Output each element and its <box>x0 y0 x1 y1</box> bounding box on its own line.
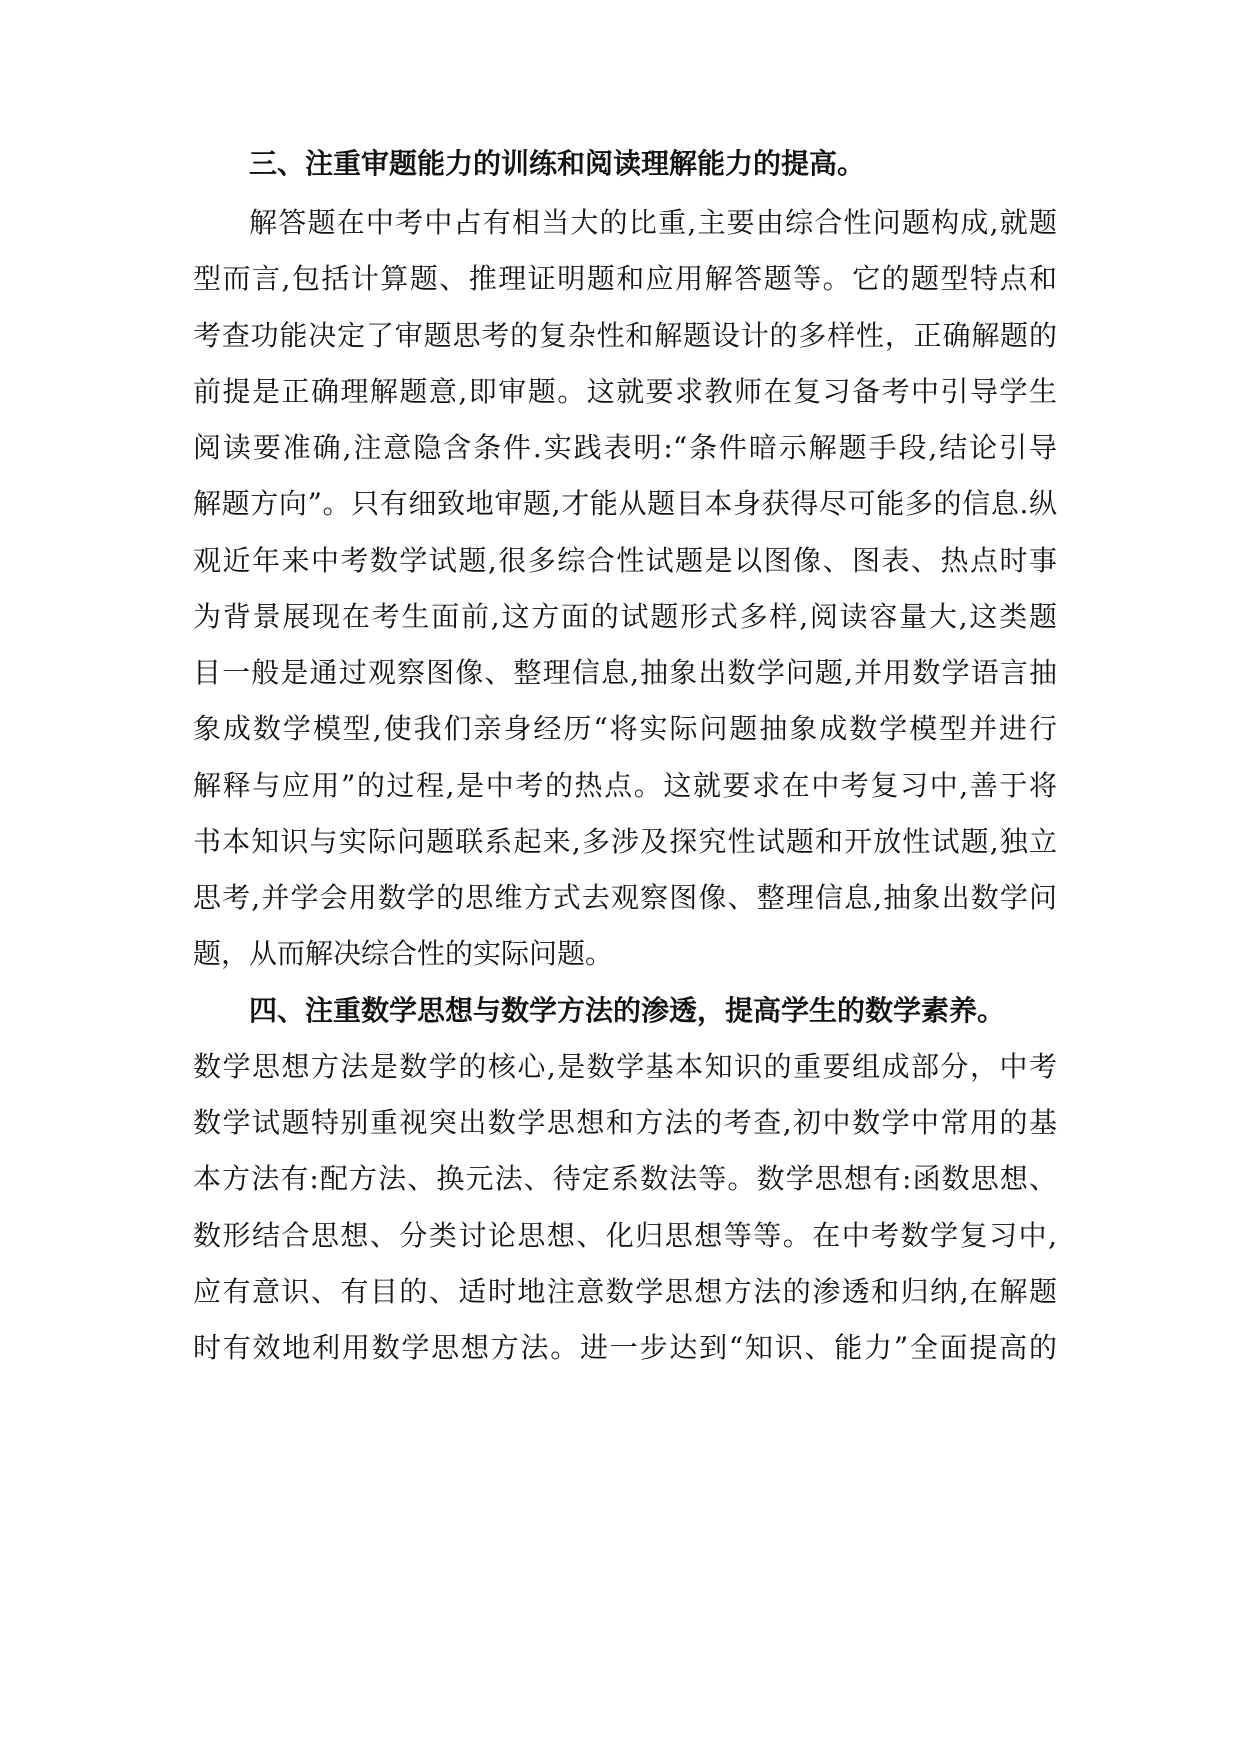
paragraph-line: 数形结合思想、分类讨论思想、化归思想等等。在中考数学复习中, <box>193 1219 1057 1252</box>
paragraph-line: 数学试题特别重视突出数学思想和方法的考查,初中数学中常用的基 <box>193 1106 1057 1139</box>
paragraph-line: 解释与应用”的过程,是中考的热点。这就要求在中考复习中,善于将 <box>193 769 1057 802</box>
paragraph-line: 解题方向”。只有细致地审题,才能从题目本身获得尽可能多的信息.纵 <box>193 487 1057 520</box>
paragraph-line: 前提是正确理解题意,即审题。这就要求教师在复习备考中引导学生 <box>193 375 1057 408</box>
paragraph-line: 书本知识与实际问题联系起来,多涉及探究性试题和开放性试题,独立 <box>193 825 1057 858</box>
section-heading-3: 三、注重审题能力的训练和阅读理解能力的提高。 <box>249 147 866 180</box>
section-heading-4: 四、注重数学思想与数学方法的渗透，提高学生的数学素养。 <box>249 994 1006 1027</box>
paragraph-line: 为背景展现在考生面前,这方面的试题形式多样,阅读容量大,这类题 <box>193 600 1057 633</box>
paragraph-line: 思考,并学会用数学的思维方式去观察图像、整理信息,抽象出数学问 <box>193 881 1057 914</box>
paragraph-line: 象成数学模型,使我们亲身经历“将实际问题抽象成数学模型并进行 <box>193 712 1057 745</box>
paragraph-line: 时有效地利用数学思想方法。进一步达到“知识、能力”全面提高的 <box>193 1331 1057 1364</box>
paragraph-line: 解答题在中考中占有相当大的比重,主要由综合性问题构成,就题 <box>249 206 1057 239</box>
paragraph-line: 数学思想方法是数学的核心,是数学基本知识的重要组成部分，中考 <box>193 1050 1057 1083</box>
paragraph-line: 观近年来中考数学试题,很多综合性试题是以图像、图表、热点时事 <box>193 544 1057 577</box>
paragraph-line: 本方法有:配方法、换元法、待定系数法等。数学思想有:函数思想、 <box>193 1162 1057 1195</box>
paragraph-line: 考查功能决定了审题思考的复杂性和解题设计的多样性，正确解题的 <box>193 319 1057 352</box>
paragraph-line: 阅读要准确,注意隐含条件.实践表明:“条件暗示解题手段,结论引导 <box>193 431 1057 464</box>
paragraph-line: 目一般是通过观察图像、整理信息,抽象出数学问题,并用数学语言抽 <box>193 656 1057 689</box>
paragraph-line: 应有意识、有目的、适时地注意数学思想方法的渗透和归纳,在解题 <box>193 1275 1057 1308</box>
paragraph-line: 型而言,包括计算题、推理证明题和应用解答题等。它的题型特点和 <box>193 262 1057 295</box>
paragraph-line: 题，从而解决综合性的实际问题。 <box>193 937 614 970</box>
